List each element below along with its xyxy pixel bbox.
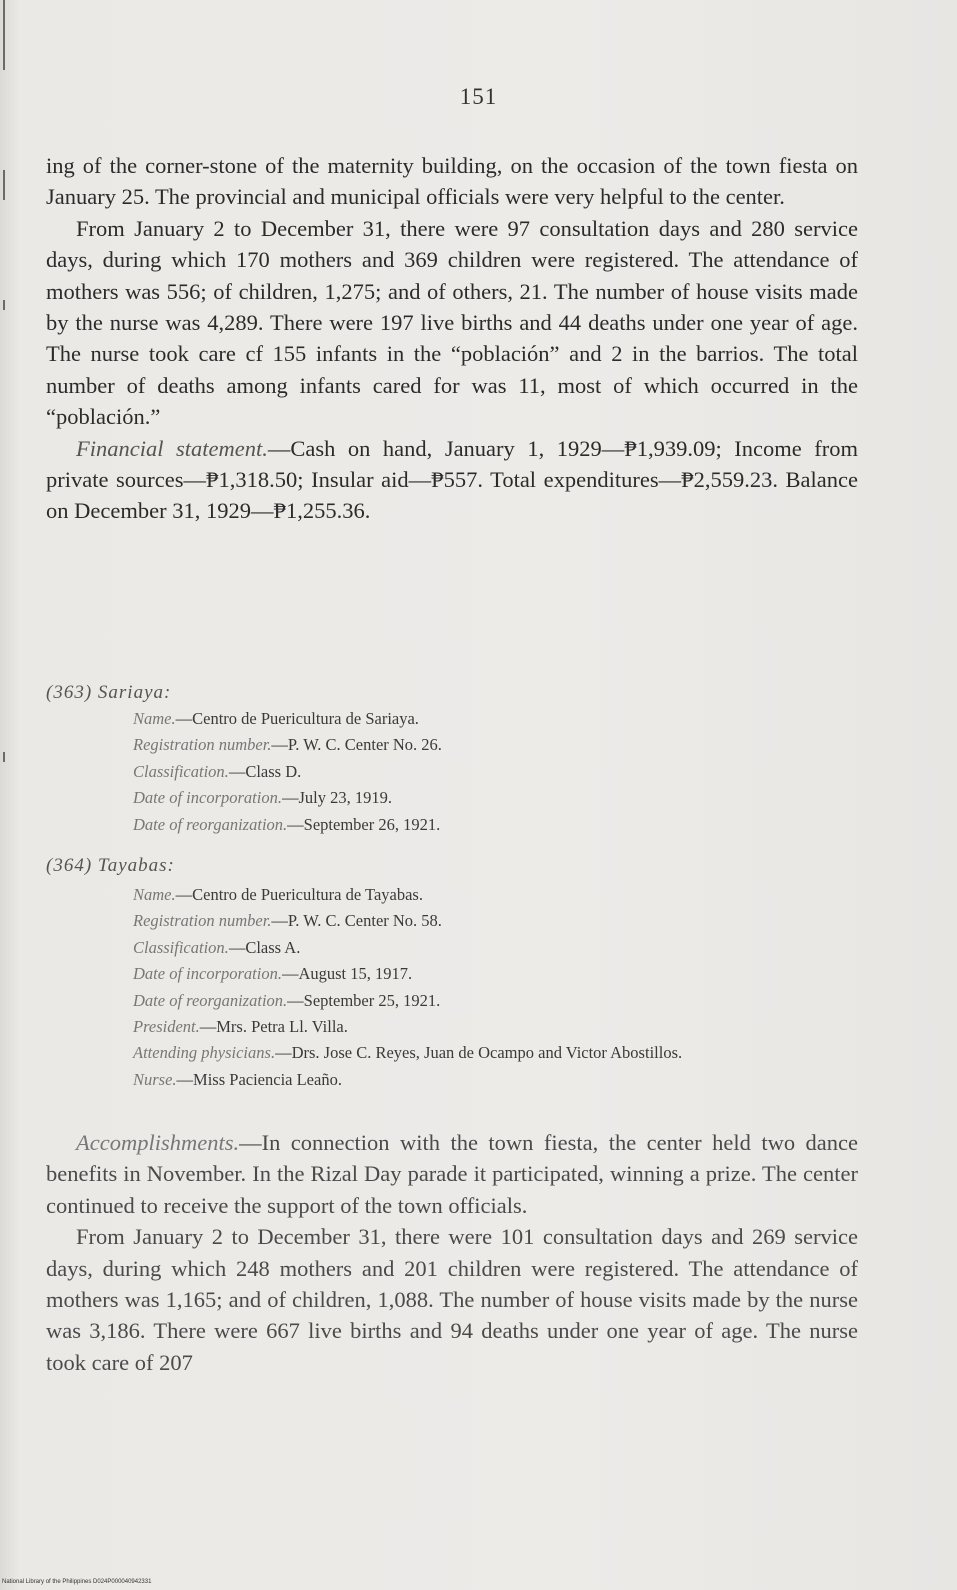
page-edge-mark [3, 0, 5, 70]
entry-name: Name.—Centro de Puericultura de Tayabas. [133, 885, 423, 904]
paragraph-accomplishments [46, 1127, 858, 1221]
entry-nurse: Nurse.—Miss Paciencia Leaño. [133, 1069, 342, 1089]
entry-attending-physicians: Attending physicians.—Drs. Jose C. Reyes, Juan de Ocampo and Victor Abostillos. [133, 1043, 683, 1063]
entry-president: President.—Mrs. Petra Ll. Villa. [133, 1017, 348, 1037]
entry-registration-number: Registration number.—P. W. C. Center No. 26. [133, 735, 442, 755]
closing-text [46, 1127, 858, 1378]
entry-date-of-reorganization: Date of reorganization.—September 26, 1921. [133, 814, 441, 834]
page-edge-mark [3, 752, 5, 762]
section-heading-tayabas: (364) Tayabas: [46, 855, 175, 876]
footer-source-note: National Library of the Philippines D024P000040942331 [2, 1579, 152, 1585]
page-edge-mark [3, 170, 5, 200]
entry-date-of-reorganization: Date of reorganization.—September 25, 1921. [133, 990, 441, 1010]
entry-registration-number: Registration number.—P. W. C. Center No. 58. [133, 911, 442, 931]
sariaya-entries [133, 706, 853, 838]
entry-name: Name.—Centro de Puericultura de Sariaya. [133, 709, 419, 728]
financial-statement-text: —Cash on hand, January 1, 1929—₱1,939.09; Income from private sources—₱1,318.50; Insular aid—₱557. Total expenditures—₱2,559.23. Balance on December 31, 1929—₱1,255.36. [46, 435, 858, 524]
section-heading-sariaya: (363) Sariaya: [46, 682, 172, 703]
financial-statement-label: Financial statement. [76, 435, 268, 461]
paragraph-continuation: ing of the corner-stone of the maternity building, on the occasion of the town fiesta on January 25. The provincial and municipal officials were very helpful to the center. [46, 153, 858, 210]
paragraph-tayabas-statistics: From January 2 to December 31, there were 101 consultation days and 269 service days, during which 248 mothers and 201 children were registered. The attendance of mothers was 1,165; and of children, 1,088. The number of house visits made by the nurse was 3,186. There were 667 live births and 94 deaths under one year of age. The nurse took care of 207 [46, 1224, 858, 1375]
page-number: 151 [459, 84, 498, 109]
entry-classification: Classification.—Class A. [133, 937, 301, 957]
accomplishments-label: Accomplishments. [76, 1130, 240, 1155]
entry-date-of-incorporation: Date of incorporation.—July 23, 1919. [133, 788, 392, 808]
paragraph-financial-statement [46, 433, 858, 527]
accomplishments-text: —In connection with the town fiesta, the center held two dance benefits in November. In the Rizal Day parade it participated, winning a prize. The center continued to receive the support of the town officials. [46, 1130, 858, 1218]
opening-text [46, 150, 858, 527]
paragraph-statistics: From January 2 to December 31, there were 97 consultation days and 280 service days, during which 170 mothers and 369 children were registered. The attendance of mothers was 556; of children, 1,275; and of others, 21. The number of house visits made by the nurse was 4,289. There were 197 live births and 44 deaths under one year of age. The nurse took care cf 155 infants in the “población” and 2 in the barrios. The total number of deaths among infants cared for was 11, most of which occurred in the “población.” [46, 215, 858, 430]
tayabas-entries [133, 882, 853, 1093]
entry-classification: Classification.—Class D. [133, 761, 302, 781]
page-edge-mark [3, 300, 5, 310]
entry-date-of-incorporation: Date of incorporation.—August 15, 1917. [133, 964, 413, 984]
